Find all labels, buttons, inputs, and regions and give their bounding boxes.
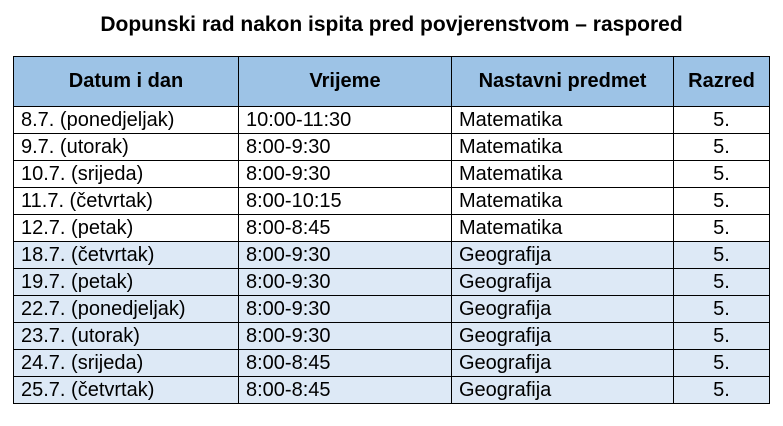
cell-time: 8:00-9:30 xyxy=(239,161,452,188)
cell-grade: 5. xyxy=(674,188,770,215)
schedule-table xyxy=(13,56,770,404)
schedule-body xyxy=(14,107,770,404)
table-row xyxy=(14,161,770,188)
cell-date: 11.7. (četvrtak) xyxy=(14,188,239,215)
cell-subject: Geografija xyxy=(452,377,674,404)
cell-grade: 5. xyxy=(674,107,770,134)
page-title: Dopunski rad nakon ispita pred povjerenstvom – raspored xyxy=(100,13,683,36)
header-grade: Razred xyxy=(674,57,770,107)
header-row xyxy=(14,57,770,107)
cell-date: 24.7. (srijeda) xyxy=(14,350,239,377)
cell-subject: Geografija xyxy=(452,296,674,323)
cell-subject: Matematika xyxy=(452,134,674,161)
cell-time: 8:00-9:30 xyxy=(239,269,452,296)
cell-subject: Matematika xyxy=(452,107,674,134)
table-row xyxy=(14,107,770,134)
cell-time: 8:00-9:30 xyxy=(239,323,452,350)
cell-date: 25.7. (četvrtak) xyxy=(14,377,239,404)
table-row xyxy=(14,134,770,161)
cell-grade: 5. xyxy=(674,215,770,242)
cell-time: 8:00-10:15 xyxy=(239,188,452,215)
cell-subject: Matematika xyxy=(452,161,674,188)
cell-grade: 5. xyxy=(674,296,770,323)
cell-grade: 5. xyxy=(674,161,770,188)
cell-subject: Geografija xyxy=(452,269,674,296)
cell-grade: 5. xyxy=(674,242,770,269)
cell-grade: 5. xyxy=(674,134,770,161)
cell-date: 18.7. (četvrtak) xyxy=(14,242,239,269)
cell-time: 8:00-8:45 xyxy=(239,215,452,242)
cell-date: 19.7. (petak) xyxy=(14,269,239,296)
cell-time: 10:00-11:30 xyxy=(239,107,452,134)
cell-subject: Matematika xyxy=(452,188,674,215)
cell-time: 8:00-8:45 xyxy=(239,377,452,404)
table-row xyxy=(14,323,770,350)
cell-subject: Geografija xyxy=(452,350,674,377)
table-row xyxy=(14,350,770,377)
cell-time: 8:00-9:30 xyxy=(239,242,452,269)
cell-date: 8.7. (ponedjeljak) xyxy=(14,107,239,134)
table-row xyxy=(14,188,770,215)
cell-subject: Geografija xyxy=(452,242,674,269)
cell-grade: 5. xyxy=(674,269,770,296)
cell-time: 8:00-9:30 xyxy=(239,296,452,323)
table-row xyxy=(14,269,770,296)
cell-date: 23.7. (utorak) xyxy=(14,323,239,350)
cell-subject: Matematika xyxy=(452,215,674,242)
table-row xyxy=(14,215,770,242)
cell-time: 8:00-9:30 xyxy=(239,134,452,161)
table-row xyxy=(14,377,770,404)
cell-date: 9.7. (utorak) xyxy=(14,134,239,161)
table-row xyxy=(14,296,770,323)
cell-date: 22.7. (ponedjeljak) xyxy=(14,296,239,323)
cell-grade: 5. xyxy=(674,323,770,350)
cell-time: 8:00-8:45 xyxy=(239,350,452,377)
cell-date: 12.7. (petak) xyxy=(14,215,239,242)
cell-grade: 5. xyxy=(674,350,770,377)
header-time: Vrijeme xyxy=(239,57,452,107)
table-row xyxy=(14,242,770,269)
cell-date: 10.7. (srijeda) xyxy=(14,161,239,188)
header-subject: Nastavni predmet xyxy=(452,57,674,107)
cell-subject: Geografija xyxy=(452,323,674,350)
header-date: Datum i dan xyxy=(14,57,239,107)
cell-grade: 5. xyxy=(674,377,770,404)
